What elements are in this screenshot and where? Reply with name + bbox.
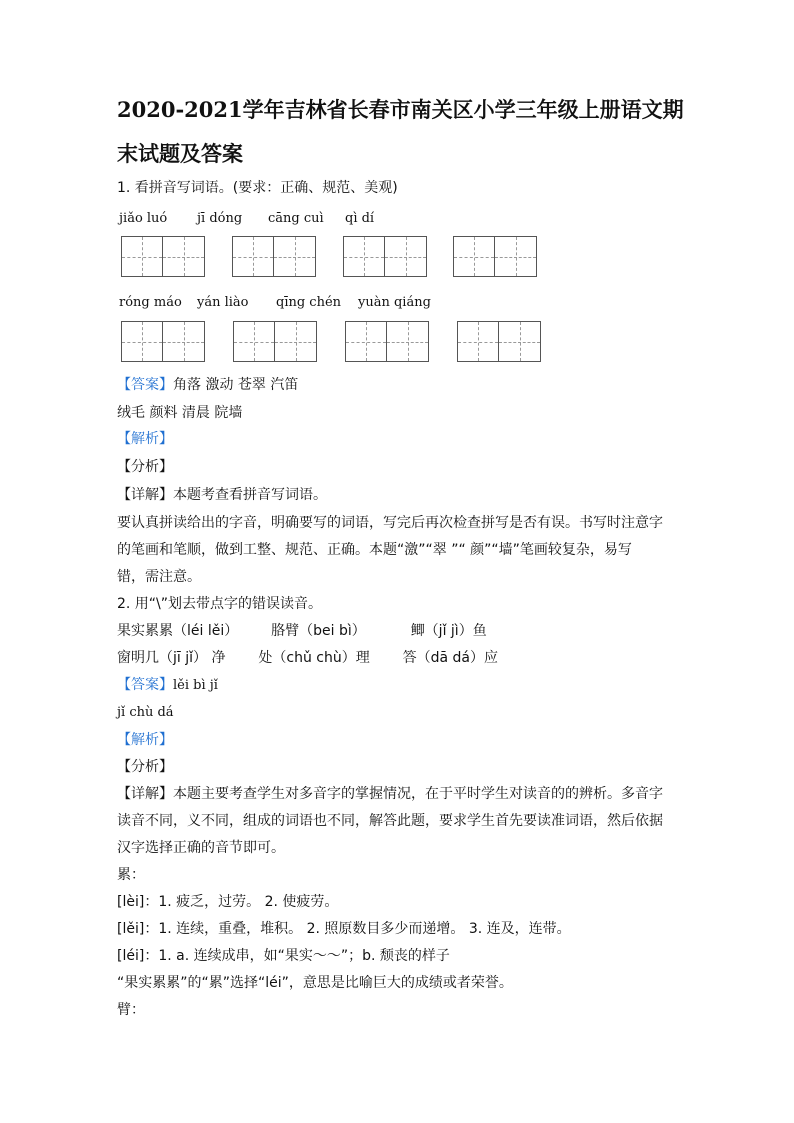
q2-answer-line2: jǐ chù dá xyxy=(117,705,174,720)
q1-para3: 错，需注意。 xyxy=(117,569,201,585)
xiangjie-text: 本题考查看拼音写词语。 xyxy=(173,487,327,503)
answer-tag: 【答案】 xyxy=(117,377,173,393)
q2-fenxi: 【分析】 xyxy=(117,759,173,775)
q2-item: 鲫（jǐ jì）鱼 xyxy=(410,623,487,639)
answer-text: 角落 激动 苍翠 汽笛 xyxy=(173,377,299,393)
q1-pinyin-2: jī dóng xyxy=(197,211,243,226)
q2-lei-def2: [lěi]：1. 连续，重叠，堆积。 2. 照原数目多少而递增。 3. 连及，连带。 xyxy=(117,921,571,937)
q1-jiexi-tag: 【解析】 xyxy=(117,431,173,447)
writing-grid[interactable] xyxy=(343,236,427,277)
q1-pinyin-1: jiǎo luó xyxy=(119,211,168,226)
xiangjie-text: 本题主要考查学生对多音字的掌握情况，在于平时学生对读音的的辨析。多音字 xyxy=(173,786,663,802)
q2-lei-def1: [lèi]：1. 疲乏，过劳。 2. 使疲劳。 xyxy=(117,894,339,910)
q2-item: 胳臂（bei bì） xyxy=(271,623,366,639)
q2-answer xyxy=(117,676,218,695)
q2-item: 处（chǔ chù）理 xyxy=(258,650,370,666)
q1-para2: 的笔画和笔顺，做到工整、规范、正确。本题“激”“翠 ”“ 颜”“墙”笔画较复杂，易写 xyxy=(117,542,632,558)
q1-answer-line2: 绒毛 颜料 清晨 院墙 xyxy=(117,405,243,421)
writing-grid[interactable] xyxy=(121,321,205,362)
writing-grid[interactable] xyxy=(345,321,429,362)
q2-para2: 读音不同，义不同，组成的词语也不同，解答此题，要求学生首先要读准词语，然后依据 xyxy=(117,813,663,829)
xiangjie-tag: 【详解】 xyxy=(117,487,173,503)
q1-pinyin-8: yuàn qiáng xyxy=(358,295,431,310)
q2-lei-def3: [léi]：1. a. 连续成串，如“果实～～”；b. 颓丧的样子 xyxy=(117,948,450,964)
q2-item: 答（dā dá）应 xyxy=(402,650,499,666)
q2-item: 窗明几（jī jǐ） 净 xyxy=(117,650,226,666)
q1-para1: 要认真拼读给出的字音，明确要写的词语，写完后再次检查拼写是否有误。书写时注意字 xyxy=(117,515,663,531)
writing-grid[interactable] xyxy=(233,321,317,362)
q2-items-row1 xyxy=(117,622,487,640)
q1-xiangjie xyxy=(117,486,327,504)
q2-prompt: 2. 用“\”划去带点字的错误读音。 xyxy=(117,596,323,612)
q1-pinyin-3: cāng cuì xyxy=(268,211,324,226)
answer-tag: 【答案】 xyxy=(117,677,173,693)
q2-lei-head: 累： xyxy=(117,867,145,883)
writing-grid[interactable] xyxy=(121,236,205,277)
answer-text: lěi bì jǐ xyxy=(173,678,218,693)
writing-grid[interactable] xyxy=(457,321,541,362)
q1-answer xyxy=(117,376,298,394)
q2-jiexi-tag: 【解析】 xyxy=(117,732,173,748)
q1-pinyin-5: róng máo xyxy=(119,295,182,310)
q1-pinyin-6: yán liào xyxy=(197,295,249,310)
q1-pinyin-4: qì dí xyxy=(345,211,375,226)
xiangjie-tag: 【详解】 xyxy=(117,786,173,802)
q1-prompt: 1. 看拼音写词语。(要求：正确、规范、美观) xyxy=(117,180,398,196)
q1-pinyin-7: qīng chén xyxy=(276,295,342,310)
writing-grid[interactable] xyxy=(453,236,537,277)
q2-bi-head: 臂： xyxy=(117,1002,145,1018)
doc-title-line2: 末试题及答案 xyxy=(117,141,243,166)
doc-title-line1: 2020-2021学年吉林省长春市南关区小学三年级上册语文期 xyxy=(117,97,684,122)
writing-grid[interactable] xyxy=(232,236,316,277)
q2-para3: 汉字选择正确的音节即可。 xyxy=(117,840,285,856)
q2-item: 果实累累（léi lěi） xyxy=(117,623,239,639)
q2-lei-note: “果实累累”的“累”选择“léi”，意思是比喻巨大的成绩或者荣誉。 xyxy=(117,975,513,991)
q2-items-row2 xyxy=(117,649,498,667)
q1-fenxi: 【分析】 xyxy=(117,459,173,475)
q2-xiangjie xyxy=(117,785,663,803)
